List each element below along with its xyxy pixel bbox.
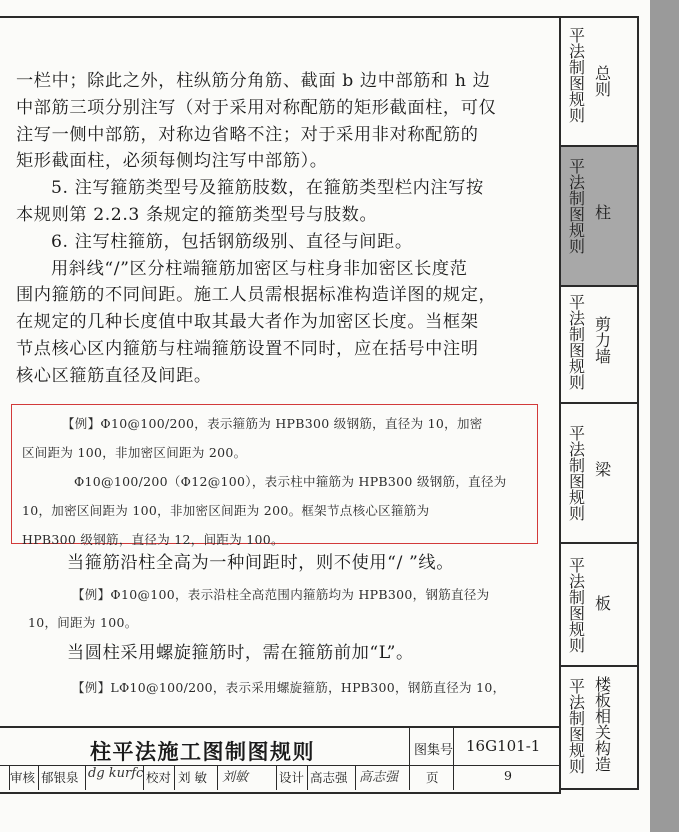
title-block-divider (409, 728, 410, 790)
designer-name: 高志强 (310, 770, 348, 785)
tab-name-label: 楼板相关构造 (594, 675, 611, 774)
body-text (16, 68, 546, 390)
example-highlight-box (11, 404, 538, 547)
reviewer-name: 郁银泉 (41, 770, 79, 785)
title-block-divider (143, 766, 144, 790)
example-line: HPB300 级钢筋，直径为 12，间距为 100。 (22, 532, 284, 547)
paragraph-line: 当箍筋沿柱全高为一种间距时，则不使用“/ ”线。 (67, 553, 454, 573)
drawing-title: 柱平法施工图制图规则 (90, 740, 315, 764)
designer-signature: 高志强 (359, 770, 399, 785)
check-label: 校对 (146, 770, 172, 785)
tab-slab[interactable] (561, 544, 637, 667)
title-block-divider (38, 766, 39, 790)
title-block-divider (276, 766, 277, 790)
paragraph-line: 用斜线“/”区分柱端箍筋加密区与柱身非加密区长度范 (51, 258, 468, 279)
paragraph-line: 本规则第 2.2.3 条规定的箍筋类型号与肢数。 (16, 204, 378, 225)
tab-general[interactable] (561, 18, 637, 147)
example-line: Φ10@100/200（Φ12@100），表示柱中箍筋为 HPB300 级钢筋，直径为 (74, 474, 507, 489)
reviewer-signature: dg kurfc (88, 766, 144, 781)
title-block-divider (355, 766, 356, 790)
paragraph-line: 围内箍筋的不同间距。施工人员需根据标准构造详图的规定， (16, 285, 497, 306)
example-line: 【例】Φ10@100，表示沿柱全高范围内箍筋均为 HPB300，钢筋直径为 (72, 587, 490, 602)
paragraph-line: 在规定的几种长度值中取其最大者作为加密区长度。当框架 (16, 312, 479, 333)
tab-name-label: 剪力墙 (594, 315, 611, 366)
paragraph-line: 当圆柱采用螺旋箍筋时，需在箍筋前加“L”。 (67, 643, 414, 663)
paragraph-line: 5. 注写箍筋类型号及箍筋肢数，在箍筋类型栏内注写按 (51, 178, 484, 199)
tab-column[interactable] (561, 147, 637, 287)
example-line: 【例】Φ10@100/200，表示箍筋为 HPB300 级钢筋，直径为 10，加密 (62, 416, 483, 431)
tab-rule-label: 平法制图规则 (569, 424, 586, 523)
page-number: 9 (504, 768, 512, 783)
paragraph-line: 6. 注写柱箍筋，包括钢筋级别、直径与间距。 (51, 231, 413, 252)
tab-rule-label: 平法制图规则 (569, 556, 586, 655)
tab-name-label: 板 (594, 594, 611, 613)
checker-name: 刘 敏 (178, 770, 207, 785)
example-line: 10，间距为 100。 (28, 615, 138, 630)
example-line: 【例】LΦ10@100/200，表示采用螺旋箍筋，HPB300，钢筋直径为 10， (72, 680, 506, 695)
page-label: 页 (426, 770, 439, 785)
design-label: 设计 (279, 770, 305, 785)
atlas-number: 16G101-1 (466, 737, 541, 755)
tab-name-label: 总则 (594, 64, 611, 99)
example-line: 区间距为 100，非加密区间距为 200。 (22, 445, 247, 460)
chapter-tabs (559, 16, 639, 790)
paragraph-line: 矩形截面柱，必须每侧均注写中部筋）。 (16, 151, 328, 172)
title-block-divider (174, 766, 175, 790)
tab-beam[interactable] (561, 404, 637, 544)
tab-slab-related[interactable] (561, 667, 637, 788)
tab-name-label: 柱 (594, 203, 611, 222)
checker-signature: 刘敏 (222, 770, 249, 785)
tab-rule-label: 平法制图规则 (569, 293, 586, 392)
paragraph-line: 核心区箍筋直径及间距。 (16, 365, 212, 386)
title-block-divider (307, 766, 308, 790)
title-block-divider (85, 766, 86, 790)
tab-rule-label: 平法制图规则 (569, 677, 586, 776)
tab-rule-label: 平法制图规则 (569, 157, 586, 256)
example-line: 10，加密区间距为 100，非加密区间距为 200。框架节点核心区箍筋为 (22, 503, 430, 518)
paragraph-line: 中部筋三项分别注写（对于采用对称配筋的矩形截面柱，可仅 (16, 97, 497, 118)
atlas-number-label: 图集号 (414, 743, 454, 758)
title-block-divider (453, 728, 454, 790)
title-block-divider (217, 766, 218, 790)
paragraph-line: 节点核心区内箍筋与柱端箍筋设置不同时，应在括号中注明 (16, 338, 479, 359)
paragraph-line: 一栏中；除此之外，柱纵筋分角筋、截面 b 边中部筋和 h 边 (16, 71, 491, 91)
review-label: 审核 (10, 770, 36, 785)
tab-name-label: 梁 (594, 460, 611, 479)
paragraph-line: 注写一侧中部筋，对称边省略不注；对于采用非对称配筋的 (16, 124, 479, 145)
tab-shear-wall[interactable] (561, 287, 637, 404)
scan-edge (650, 0, 679, 832)
tab-rule-label: 平法制图规则 (569, 26, 586, 125)
